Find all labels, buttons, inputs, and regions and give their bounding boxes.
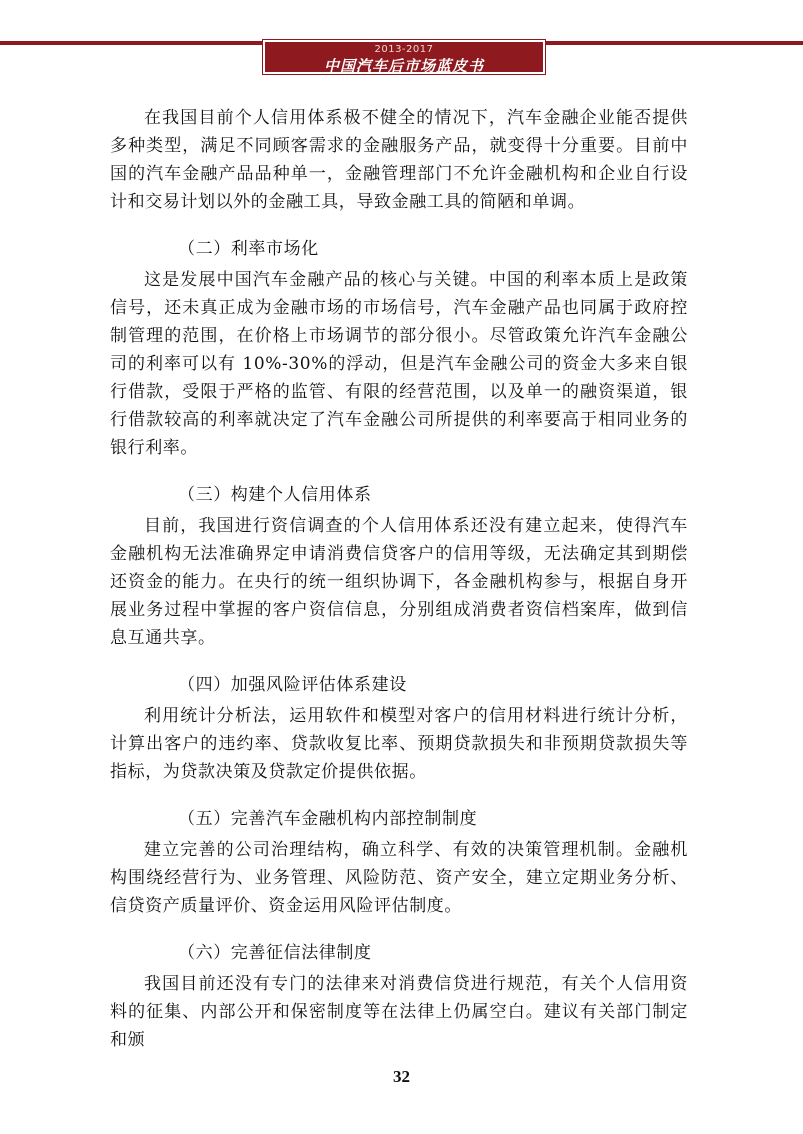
header-years: 2013-2017 xyxy=(374,44,434,55)
section-heading-3: （三）构建个人信用体系 xyxy=(178,485,372,505)
paragraph-risk-assessment: 利用统计分析法，运用软件和模型对客户的信用材料进行统计分析，计算出客户的违约率、贷款收复比率、预期贷款损失和非预期贷款损失等指标，为贷款决策及贷款定价提供依据。 xyxy=(110,706,688,782)
section-heading-6: （六）完善征信法律制度 xyxy=(178,943,372,963)
section-heading-2: （二）利率市场化 xyxy=(178,239,319,259)
header-title: 中国汽车后市场蓝皮书 xyxy=(323,57,484,75)
paragraph-internal-control: 建立完善的公司治理结构，确立科学、有效的决策管理机制。金融机构围绕经营行为、业务管理、风险防范、资产安全，建立定期业务分析、信贷资产质量评价、资金运用风险评估制度。 xyxy=(110,840,688,916)
paragraph-intro: 在我国目前个人信用体系极不健全的情况下，汽车金融企业能否提供多种类型，满足不同顾客需求的金融服务产品，就变得十分重要。目前中国的汽车金融产品品种单一，金融管理部门不允许金融机构和企业自行设计和交易计划以外的金融工具，导致金融工具的简陋和单调。 xyxy=(110,108,688,212)
paragraph-credit-law: 我国目前还没有专门的法律来对消费信贷进行规范，有关个人信用资料的征集、内部公开和保密制度等在法律上仍属空白。建议有关部门制定和颁 xyxy=(110,974,688,1050)
page-number: 32 xyxy=(393,1067,410,1086)
paragraph-credit-system: 目前，我国进行资信调查的个人信用体系还没有建立起来，使得汽车金融机构无法准确界定申请消费信贷客户的信用等级，无法确定其到期偿还资金的能力。在央行的统一组织协调下，各金融机构参与，根据自身开展业务过程中掌握的客户资信信息，分别组成消费者资信档案库，做到信息互通共享。 xyxy=(110,516,688,648)
page-body xyxy=(110,104,688,1054)
header-banner xyxy=(263,40,545,74)
section-heading-5: （五）完善汽车金融机构内部控制制度 xyxy=(178,809,478,829)
section-heading-4: （四）加强风险评估体系建设 xyxy=(178,675,407,695)
paragraph-interest-rate: 这是发展中国汽车金融产品的核心与关键。中国的利率本质上是政策信号，还未真正成为金融市场的市场信号，汽车金融产品也同属于政府控制管理的范围，在价格上市场调节的部分很小。尽管政策允许汽车金融公司的利率可以有 10%-30%的浮动，但是汽车金融公司的资金大多来自银行借款，受限于严格的监管、有限的经营范围，以及单一的融资渠道，银行借款较高的利率就决定了汽车金融公司所提供的利率要高于相同业务的银行利率。 xyxy=(110,270,688,458)
